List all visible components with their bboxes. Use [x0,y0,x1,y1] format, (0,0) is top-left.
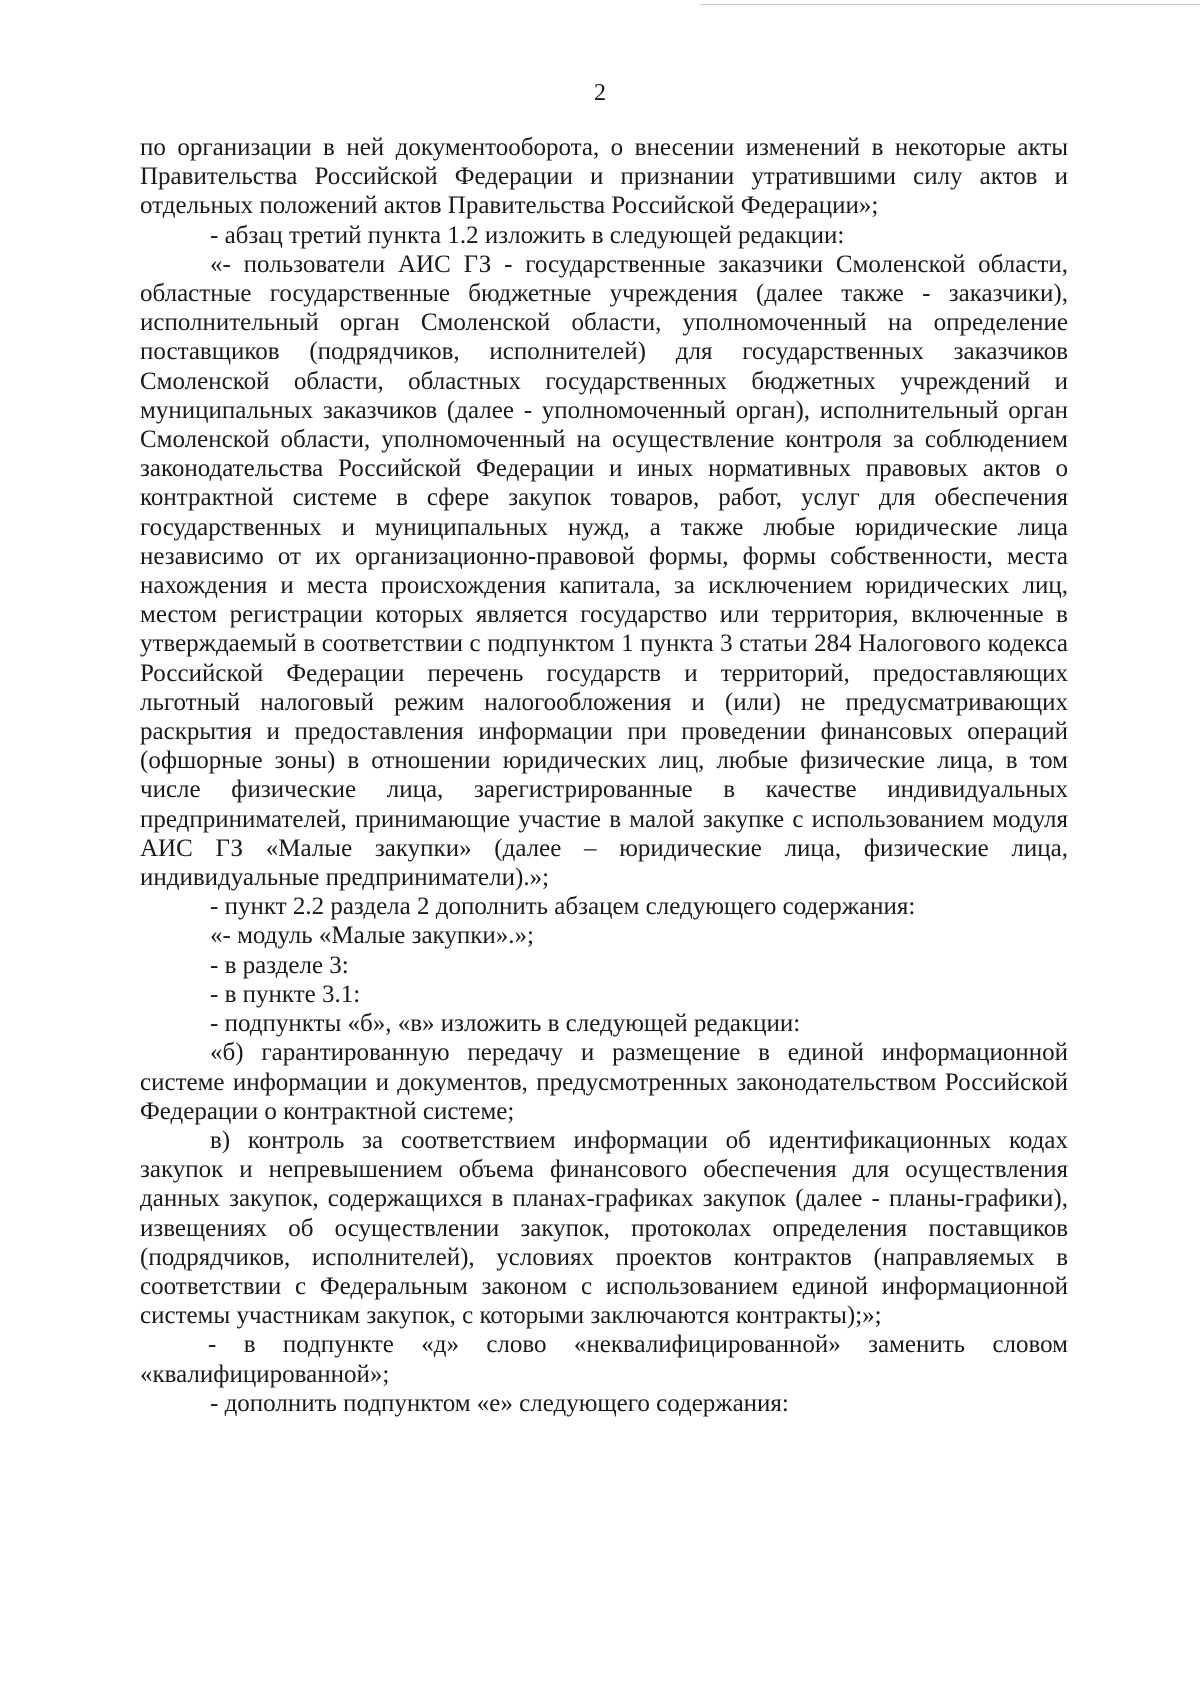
paragraph-subpoint-v: в) контроль за соответствием информации об идентификационных кодах закупок и непревышением объема финансового обеспечения для осуществления данных закупок, содержащихся в планах-графиках закупок (далее - планы-графики), извещениях об осуществлении закупок, протоколах определения поставщиков (подрядчиков, исполнителей), условиях проектов контрактов (направляемых в соответствии с Федеральным законом с использованием единой информационной системы участникам закупок, с которыми заключаются контракты);»; [140,1126,1068,1330]
paragraph-amend-2-2: - пункт 2.2 раздела 2 дополнить абзацем следующего содержания: [210,893,916,921]
paragraph-users-definition: «- пользователи АИС ГЗ - государственные заказчики Смоленской области, областные государственные бюджетные учреждения (далее также - заказчики), исполнительный орган Смоленской области, уполномоченный на определение поставщиков (подрядчиков, исполнителей) для государственных заказчиков Смоленской области, областных государственных бюджетных учреждений и муниципальных заказчиков (далее - уполномоченный орган), исполнительный орган Смоленской области, уполномоченный на осуществление контроля за соблюдением законодательства Российской Федерации и иных нормативных правовых актов о контрактной системе в сфере закупок товаров, работ, услуг для обеспечения государственных и муниципальных нужд, а также любые юридические лица независимо от их организационно-правовой формы, формы собственности, места нахождения и места происхождения капитала, за исключением юридических лиц, местом регистрации которых является государство или территория, включенные в утверждаемый в соответствии с подпунктом 1 пункта 3 статьи 284 Налогового кодекса Российской Федерации перечень государств и территорий, предоставляющих льготный налоговый режим налогообложения и (или) не предусматривающих раскрытия и предоставления информации при проведении финансовых операций (офшорные зоны) в отношении юридических лиц, любые физические лица, в том числе физические лица, зарегистрированные в качестве индивидуальных предпринимателей, принимающие участие в малой закупке с использованием модуля АИС ГЗ «Малые закупки» (далее – юридические лица, физические лица, индивидуальные предприниматели).»; [140,250,1068,892]
paragraph-amend-1-2: - абзац третий пункта 1.2 изложить в следующей редакции: [210,221,845,249]
paragraph-subpoints-b-v: - подпункты «б», «в» изложить в следующей редакции: [210,1010,801,1038]
paragraph-subpoint-b: «б) гарантированную передачу и размещение в единой информационной системе информации и документов, предусмотренных законодательством Российской Федерации о контрактной системе; [140,1039,1068,1125]
scan-edge-line [700,4,1200,5]
paragraph-continuation: по организации в ней документооборота, о внесении изменений в некоторые акты Правительства Российской Федерации и признании утратившими силу актов и отдельных положений актов Правительства Российской Федерации»; [140,134,1068,220]
paragraph-point-3-1: - в пункте 3.1: [210,980,361,1008]
page-number: 2 [594,80,606,106]
paragraph-module: «- модуль «Малые закупки».»; [210,922,534,950]
paragraph-section-3: - в разделе 3: [210,951,349,979]
document-body [140,133,1068,1418]
paragraph-subpoint-e: - дополнить подпунктом «е» следующего содержания: [210,1389,789,1417]
paragraph-subpoint-d: - в подпункте «д» слово «неквалифицированной» заменить словом «квалифицированной»; [140,1331,1068,1388]
